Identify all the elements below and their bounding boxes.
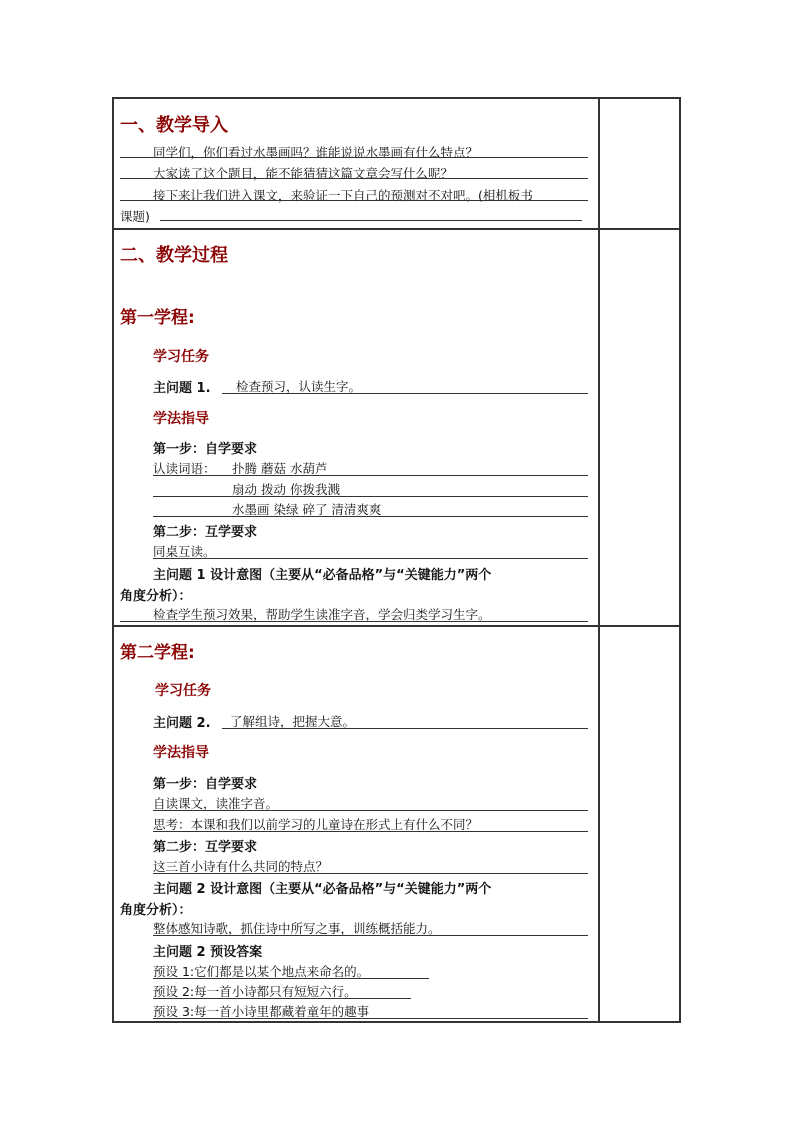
stage2-answer-3: 预设 3:每一首小诗里都藏着童年的趣事	[153, 1004, 370, 1019]
stage1-vocab-line-1: 扑腾 蘑菇 水葫芦	[232, 461, 328, 476]
stage1-intent-text: 检查学生预习效果，帮助学生读准字音，学会归类学习生字。	[153, 607, 491, 622]
stage2-step1-line-1: 自读课文，读准字音。	[153, 796, 279, 811]
intro-line-3: 接下来让我们进入课文，来验证一下自己的预测对不对吧。(相机板书	[153, 188, 533, 203]
stage1-step1-label: 第一步：自学要求	[153, 442, 258, 457]
stage2-main-label: 主问题 2.	[153, 716, 211, 731]
stage1-method-heading: 学法指导	[153, 411, 209, 427]
stage1-main-label: 主问题 1.	[153, 381, 211, 396]
stage1-main-text: 检查预习，认读生字。	[236, 379, 362, 394]
stage1-step2-label: 第二步：互学要求	[153, 525, 258, 540]
stage2-intent-label-line2: 角度分析）：	[120, 903, 192, 918]
stage2-task-heading: 学习任务	[155, 683, 211, 699]
intro-line-2: 大家读了这个题目，能不能猜猜这篇文章会写什么呢？	[153, 166, 454, 181]
stage1-intent-label-line1: 主问题 1 设计意图（主要从“必备品格”与“关键能力”两个	[153, 568, 492, 583]
stage1-vocab-line-2: 扇动 拨动 你拨我溅	[232, 482, 340, 497]
stage2-method-heading: 学法指导	[153, 745, 209, 761]
stage2-answer-2: 预设 2:每一首小诗都只有短短六行。	[153, 984, 357, 999]
stage2-answer-label: 主问题 2 预设答案	[153, 945, 263, 960]
stage2-main-text: 了解组诗，把握大意。	[230, 714, 356, 729]
stage1-vocab-label: 认读词语：	[153, 461, 216, 476]
section-title-intro: 一、教学导入	[120, 115, 228, 136]
stage2-step2-label: 第二步：互学要求	[153, 840, 258, 855]
stage1-task-heading: 学习任务	[153, 349, 209, 365]
stage2-answer-1: 预设 1:它们都是以某个地点来命名的。	[153, 964, 370, 979]
stage2-step1-label: 第一步：自学要求	[153, 777, 258, 792]
column-divider	[598, 99, 600, 1021]
intro-line-4: 课题)	[120, 209, 150, 224]
stage2-step1-line-2: 思考：本课和我们以前学习的儿童诗在形式上有什么不同？	[153, 817, 479, 832]
stage1-step2-text: 同桌互读。	[153, 544, 216, 559]
section-title-process: 二、教学过程	[120, 245, 228, 266]
row-divider-2	[114, 625, 679, 627]
stage2-title: 第二学程:	[120, 643, 195, 663]
row-divider-1	[114, 228, 679, 230]
stage1-vocab-line-3: 水墨画 染绿 碎了 清清爽爽	[232, 502, 382, 517]
stage1-intent-label-line2: 角度分析）：	[120, 589, 192, 604]
stage2-intent-label-line1: 主问题 2 设计意图（主要从“必备品格”与“关键能力”两个	[153, 882, 492, 897]
stage1-title: 第一学程:	[120, 308, 195, 328]
stage2-intent-text: 整体感知诗歌，抓住诗中所写之事，训练概括能力。	[153, 921, 441, 936]
intro-line-1: 同学们，你们看过水墨画吗？谁能说说水墨画有什么特点？	[153, 145, 479, 160]
stage2-step2-text: 这三首小诗有什么共同的特点？	[153, 859, 329, 874]
